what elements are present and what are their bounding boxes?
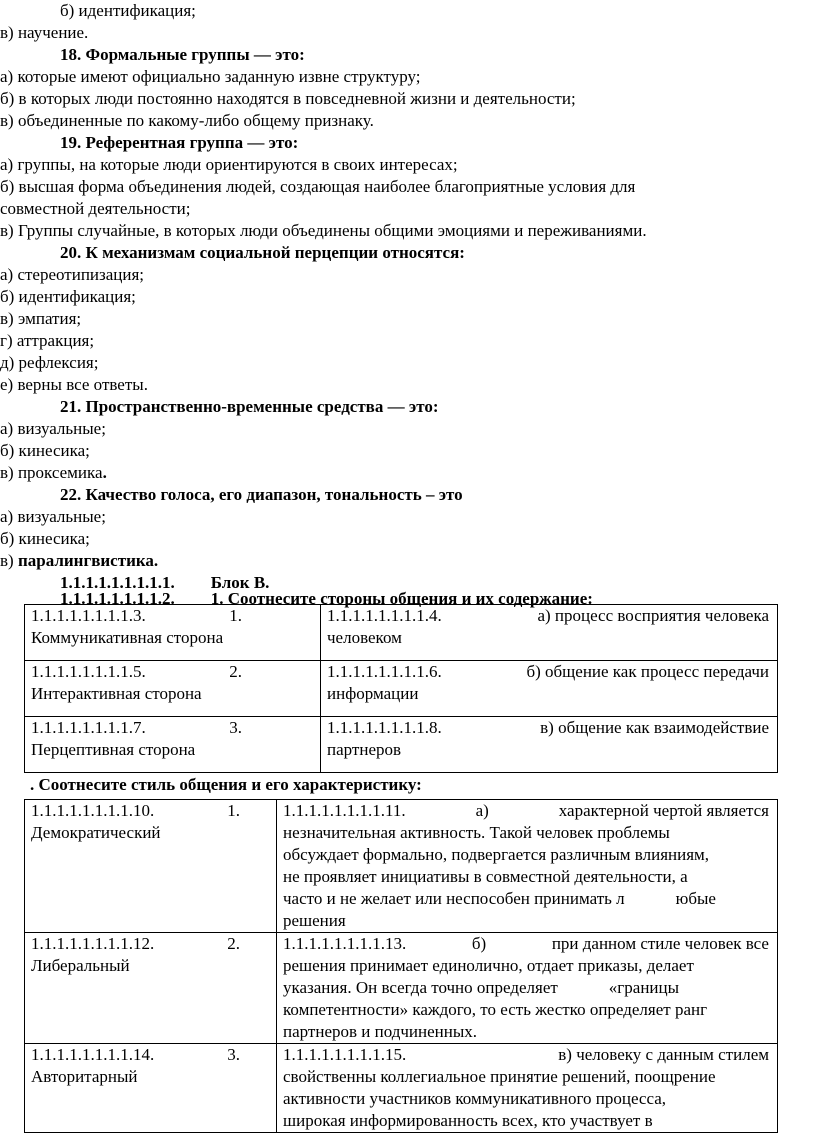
table-cell: 1.1.1.1.1.1.1.1.11. а) характерной чертой является незначительная активность. Такой человек проблемы обсуждает формально, подвергается различным влияниям, не проявляет инициативы в совместной деятельности, а часто и не желает или неспособен принимать л юбые решения [277,800,778,933]
table-cell: 1.1.1.1.1.1.1.1.3. 1. Коммуникативная сторона [25,605,321,661]
text-fragment: в) проксемика [0,463,103,482]
table-row [25,1044,778,1133]
heading-number: 1.1.1.1.1.1.1.1.1. [60,573,175,592]
text-line: в) эмпатия; [0,309,82,328]
question-22-heading: 22. Качество голоса, его диапазон, тональность – это [60,485,463,504]
table-row [25,661,778,717]
text-line [0,462,107,485]
text-line: б) кинесика; [0,441,90,460]
heading-number: 1.1.1.1.1.1.1.1.2. [60,589,175,608]
text-line: в) научение. [0,23,89,42]
text-line: в) объединенные по какому-либо общему признаку. [0,111,374,130]
text-line: совместной деятельности; [0,199,191,218]
question-19-heading: 19. Референтная группа — это: [60,133,299,152]
table-cell: 1.1.1.1.1.1.1.1.7. 3. Перцептивная сторона [25,717,321,773]
table-row [25,605,778,661]
text-line: б) высшая форма объединения людей, создающая наиболее благоприятные условия для [0,177,636,196]
table-cell: 1.1.1.1.1.1.1.1.8. в) общение как взаимодействие партнеров [321,717,778,773]
text-fragment: . [102,463,107,482]
text-line: д) рефлексия; [0,353,99,372]
table-cell: 1.1.1.1.1.1.1.1.14. 3. Авторитарный [25,1044,277,1133]
table-cell: 1.1.1.1.1.1.1.1.10. 1. Демократический [25,800,277,933]
text-line: б) идентификация; [60,1,196,20]
text-line: а) которые имеют официально заданную извне структуру; [0,67,421,86]
question-21-heading: 21. Пространственно-временные средства — это: [60,397,439,416]
table-row [25,800,778,933]
matching-table-sides [24,604,778,773]
text-line: а) визуальные; [0,507,106,526]
text-fragment: в) [0,551,18,570]
heading-text: 1. Соотнесите стороны общения и их содержание: [210,589,593,608]
table-cell: 1.1.1.1.1.1.1.1.4. а) процесс восприятия человека человеком [321,605,778,661]
table-cell: 1.1.1.1.1.1.1.1.5. 2. Интерактивная сторона [25,661,321,717]
text-line: в) Группы случайные, в которых люди объединены общими эмоциями и переживаниями. [0,221,647,240]
table-cell: 1.1.1.1.1.1.1.1.13. б) при данном стиле человек все решения принимает единолично, отдает приказы, делает указания. Он всегда точно определяет «границы компетентности» каждого, то есть жестко определяет ранг партнеров и подчиненных. [277,933,778,1044]
heading-text: Блок В. [210,573,270,592]
text-line [0,550,158,573]
text-line: г) аттракция; [0,331,95,350]
text-line: е) верны все ответы. [0,375,148,394]
text-line: б) кинесика; [0,529,90,548]
table-cell: 1.1.1.1.1.1.1.1.6. б) общение как процесс передачи информации [321,661,778,717]
text-line: а) визуальные; [0,419,106,438]
table-cell: 1.1.1.1.1.1.1.1.15. в) человеку с данным стилем свойственны коллегиальное принятие решений, поощрение активности участников коммуникативного процесса, широкая информированность всех, кто участвует в [277,1044,778,1133]
text-line: а) стереотипизация; [0,265,145,284]
answer-highlight: паралингвистика. [17,551,159,570]
question-18-heading: 18. Формальные группы — это: [60,45,305,64]
section-heading: . Соотнесите стиль общения и его характеристику: [30,775,422,794]
text-line: а) группы, на которые люди ориентируются в своих интересах; [0,155,458,174]
table-row [25,933,778,1044]
table-cell: 1.1.1.1.1.1.1.1.12. 2. Либеральный [25,933,277,1044]
matching-table-styles [24,799,778,1133]
text-line: б) в которых люди постоянно находятся в повседневной жизни и деятельности; [0,89,576,108]
table-row [25,717,778,773]
question-20-heading: 20. К механизмам социальной перцепции относятся: [60,243,465,262]
text-line: б) идентификация; [0,287,136,306]
